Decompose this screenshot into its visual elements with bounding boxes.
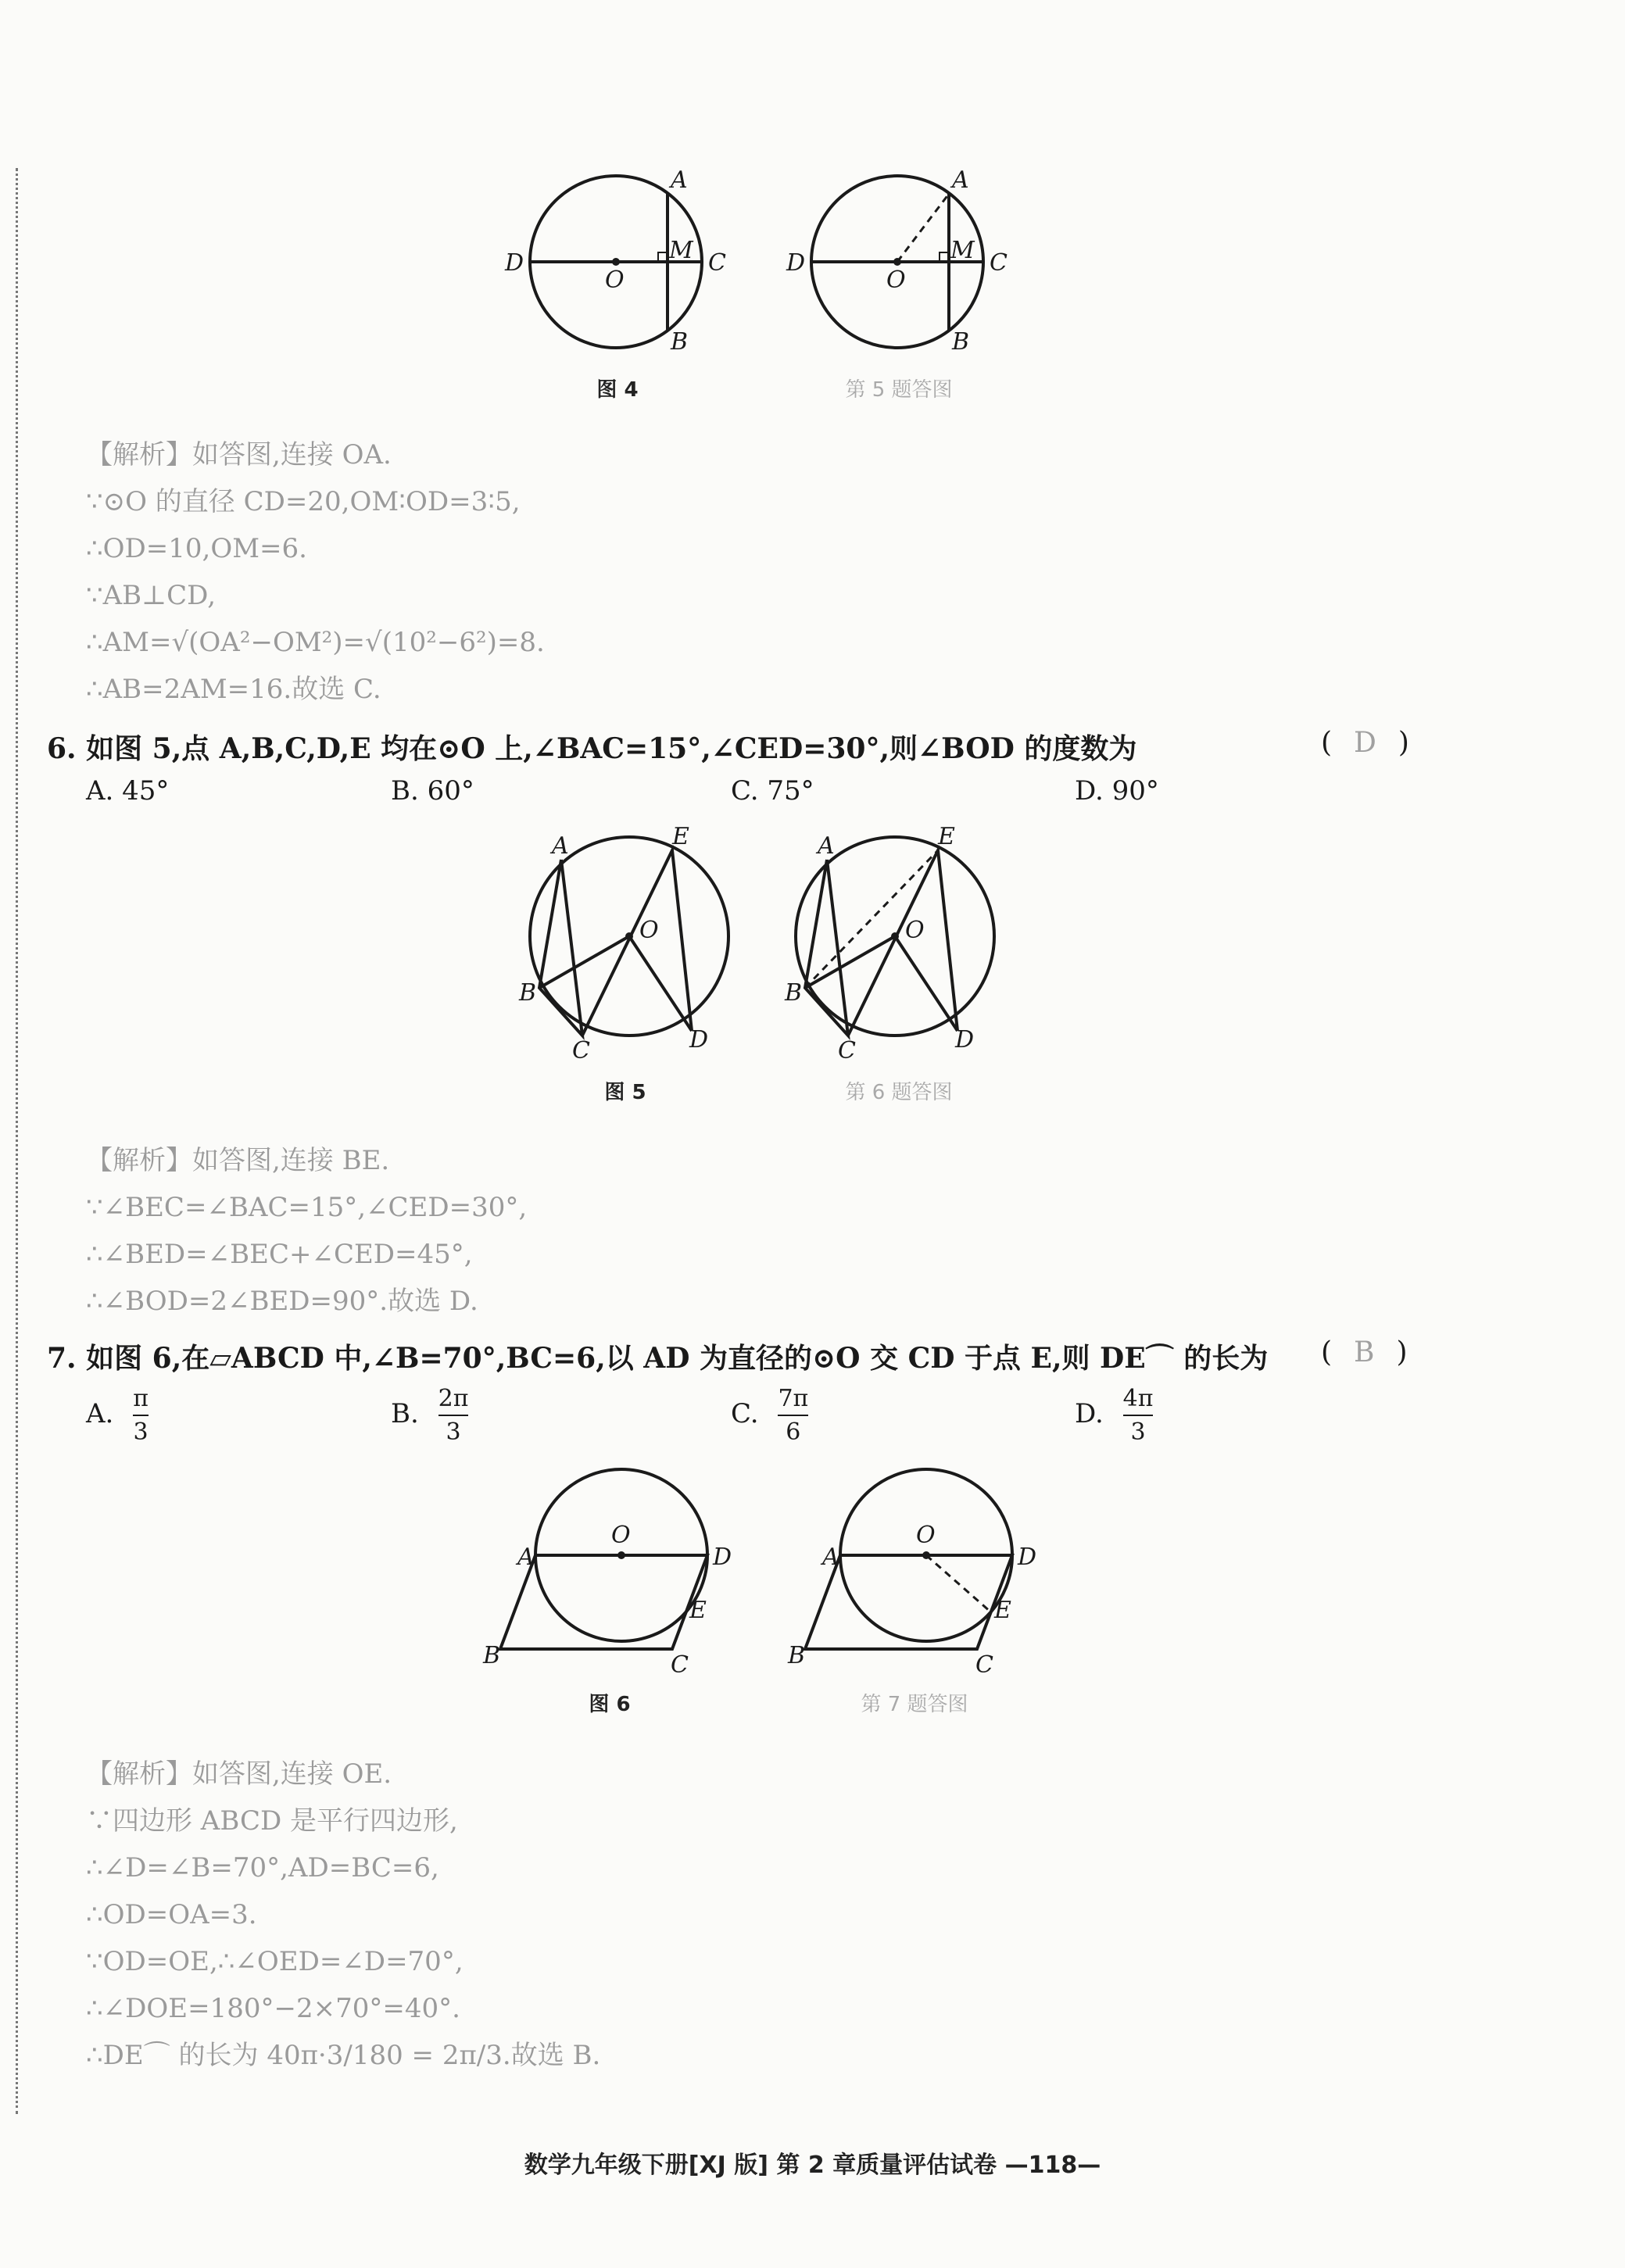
label-O: O xyxy=(886,267,906,294)
label-A: A xyxy=(517,1544,535,1571)
label-C: C xyxy=(990,249,1008,277)
label-O: O xyxy=(916,1522,936,1549)
question-6-answer xyxy=(1321,727,1409,759)
label-A: A xyxy=(552,832,569,860)
label-D: D xyxy=(713,1544,732,1571)
solution-line: ∴∠BOD=2∠BED=90°.故选 D. xyxy=(86,1286,478,1317)
caption-fig4: 图 4 xyxy=(596,378,639,402)
question-6-stem: 6. 如图 5,点 A,B,C,D,E 均在⊙O 上,∠BAC=15°,∠CED=30°,则∠BOD 的度数为 xyxy=(47,732,1137,765)
solution-6 xyxy=(86,1137,527,1325)
label-D: D xyxy=(505,249,524,277)
caption-ans7: 第 7 题答图 xyxy=(861,1693,968,1716)
option-letter: C. xyxy=(731,1398,759,1429)
numerator: 4π xyxy=(1122,1385,1154,1412)
figure-4 xyxy=(500,156,735,367)
numerator: π xyxy=(133,1385,149,1412)
solution-line: 【解析】如答图,连接 OA. xyxy=(86,439,392,470)
label-C: C xyxy=(708,249,726,277)
solution-line: ∵∠BEC=∠BAC=15°,∠CED=30°, xyxy=(86,1192,528,1223)
denominator: 3 xyxy=(133,1418,149,1446)
solution-line: ∵AB⊥CD, xyxy=(86,580,217,611)
q7-option-b xyxy=(391,1385,468,1446)
label-B: B xyxy=(483,1642,501,1669)
answer-figure-6 xyxy=(774,813,1008,1063)
solution-line: 【解析】如答图,连接 BE. xyxy=(86,1145,390,1176)
label-D: D xyxy=(689,1026,709,1054)
option-letter: D. xyxy=(1075,1398,1104,1429)
solution-line: ∴OD=OA=3. xyxy=(86,1899,257,1930)
q6-option-a: A. 45° xyxy=(86,775,170,807)
solution-line: ∴DE⌒ 的长为 40π·3/180 = 2π/3.故选 B. xyxy=(86,2040,601,2071)
solution-line: ∵OD=OE,∴∠OED=∠D=70°, xyxy=(86,1946,464,1977)
option-letter: A. xyxy=(86,1398,114,1429)
answer-letter: B xyxy=(1354,1336,1375,1368)
denominator: 6 xyxy=(786,1418,801,1446)
caption-ans6: 第 6 题答图 xyxy=(845,1081,953,1104)
q7-option-c xyxy=(731,1385,808,1446)
binding-line xyxy=(16,168,18,2114)
solution-line: ∴OD=10,OM=6. xyxy=(86,533,307,564)
fraction xyxy=(1123,1385,1154,1446)
denominator: 3 xyxy=(446,1418,461,1446)
label-B: B xyxy=(788,1642,806,1669)
label-M: M xyxy=(669,237,693,264)
label-B: B xyxy=(671,328,689,356)
label-C: C xyxy=(572,1037,590,1063)
answer-figure-7 xyxy=(782,1461,1047,1672)
solution-line: ∴∠D=∠B=70°,AD=BC=6, xyxy=(86,1852,439,1883)
caption-fig5: 图 5 xyxy=(604,1081,646,1104)
label-E: E xyxy=(689,1597,707,1624)
option-letter: B. xyxy=(391,1398,419,1429)
solution-line: 【解析】如答图,连接 OE. xyxy=(86,1758,392,1790)
label-D: D xyxy=(955,1026,975,1054)
solution-line: ∴AM=√(OA²−OM²)=√(10²−6²)=8. xyxy=(86,627,545,658)
solution-line: ∵⊙O 的直径 CD=20,OM∶OD=3∶5, xyxy=(86,486,521,517)
label-A: A xyxy=(818,832,835,860)
label-M: M xyxy=(950,237,975,264)
paren-open: ( xyxy=(1321,1336,1333,1368)
label-B: B xyxy=(952,328,970,356)
label-C: C xyxy=(838,1037,856,1063)
label-D: D xyxy=(786,249,806,277)
caption-ans5: 第 5 题答图 xyxy=(845,378,953,402)
label-A: A xyxy=(822,1544,839,1571)
label-O: O xyxy=(611,1522,631,1549)
q6-option-d: D. 90° xyxy=(1075,775,1159,807)
fraction xyxy=(133,1385,149,1446)
label-O: O xyxy=(905,917,925,944)
q6-option-b: B. 60° xyxy=(391,775,474,807)
fraction xyxy=(778,1385,808,1446)
answer-figure-5 xyxy=(782,156,1016,367)
label-B: B xyxy=(785,979,803,1007)
solution-7 xyxy=(86,1751,600,2079)
q7-option-a xyxy=(86,1385,149,1446)
label-O: O xyxy=(605,267,625,294)
figure-5 xyxy=(508,813,743,1063)
answer-letter: D xyxy=(1354,727,1376,759)
paren-open: ( xyxy=(1321,727,1333,759)
label-C: C xyxy=(671,1651,689,1672)
figure-6 xyxy=(477,1461,743,1672)
solution-line: ∴∠BED=∠BEC+∠CED=45°, xyxy=(86,1239,473,1270)
solution-line: ∵四边形 ABCD 是平行四边形, xyxy=(86,1805,458,1837)
label-O: O xyxy=(639,917,659,944)
label-A: A xyxy=(671,166,688,194)
label-E: E xyxy=(938,823,955,850)
paren-close: ) xyxy=(1398,727,1409,759)
label-E: E xyxy=(994,1597,1011,1624)
denominator: 3 xyxy=(1130,1418,1146,1446)
numerator: 7π xyxy=(778,1385,809,1412)
caption-fig6: 图 6 xyxy=(589,1693,631,1716)
q6-option-c: C. 75° xyxy=(731,775,814,807)
solution-5 xyxy=(86,431,545,713)
label-A: A xyxy=(952,166,969,194)
label-E: E xyxy=(672,823,689,850)
numerator: 2π xyxy=(438,1385,469,1412)
label-B: B xyxy=(519,979,537,1007)
question-7-stem: 7. 如图 6,在▱ABCD 中,∠B=70°,BC=6,以 AD 为直径的⊙O 交 CD 于点 E,则 DE⌒ 的长为 xyxy=(47,1342,1269,1375)
label-C: C xyxy=(975,1651,993,1672)
solution-line: ∴AB=2AM=16.故选 C. xyxy=(86,674,381,705)
solution-line: ∴∠DOE=180°−2×70°=40°. xyxy=(86,1993,460,2024)
q7-option-d xyxy=(1075,1385,1153,1446)
page-footer: 数学九年级下册[XJ 版] 第 2 章质量评估试卷 —118— xyxy=(524,2152,1101,2179)
fraction xyxy=(438,1385,469,1446)
question-7-answer xyxy=(1321,1336,1408,1368)
label-D: D xyxy=(1018,1544,1037,1571)
paren-close: ) xyxy=(1396,1336,1408,1368)
